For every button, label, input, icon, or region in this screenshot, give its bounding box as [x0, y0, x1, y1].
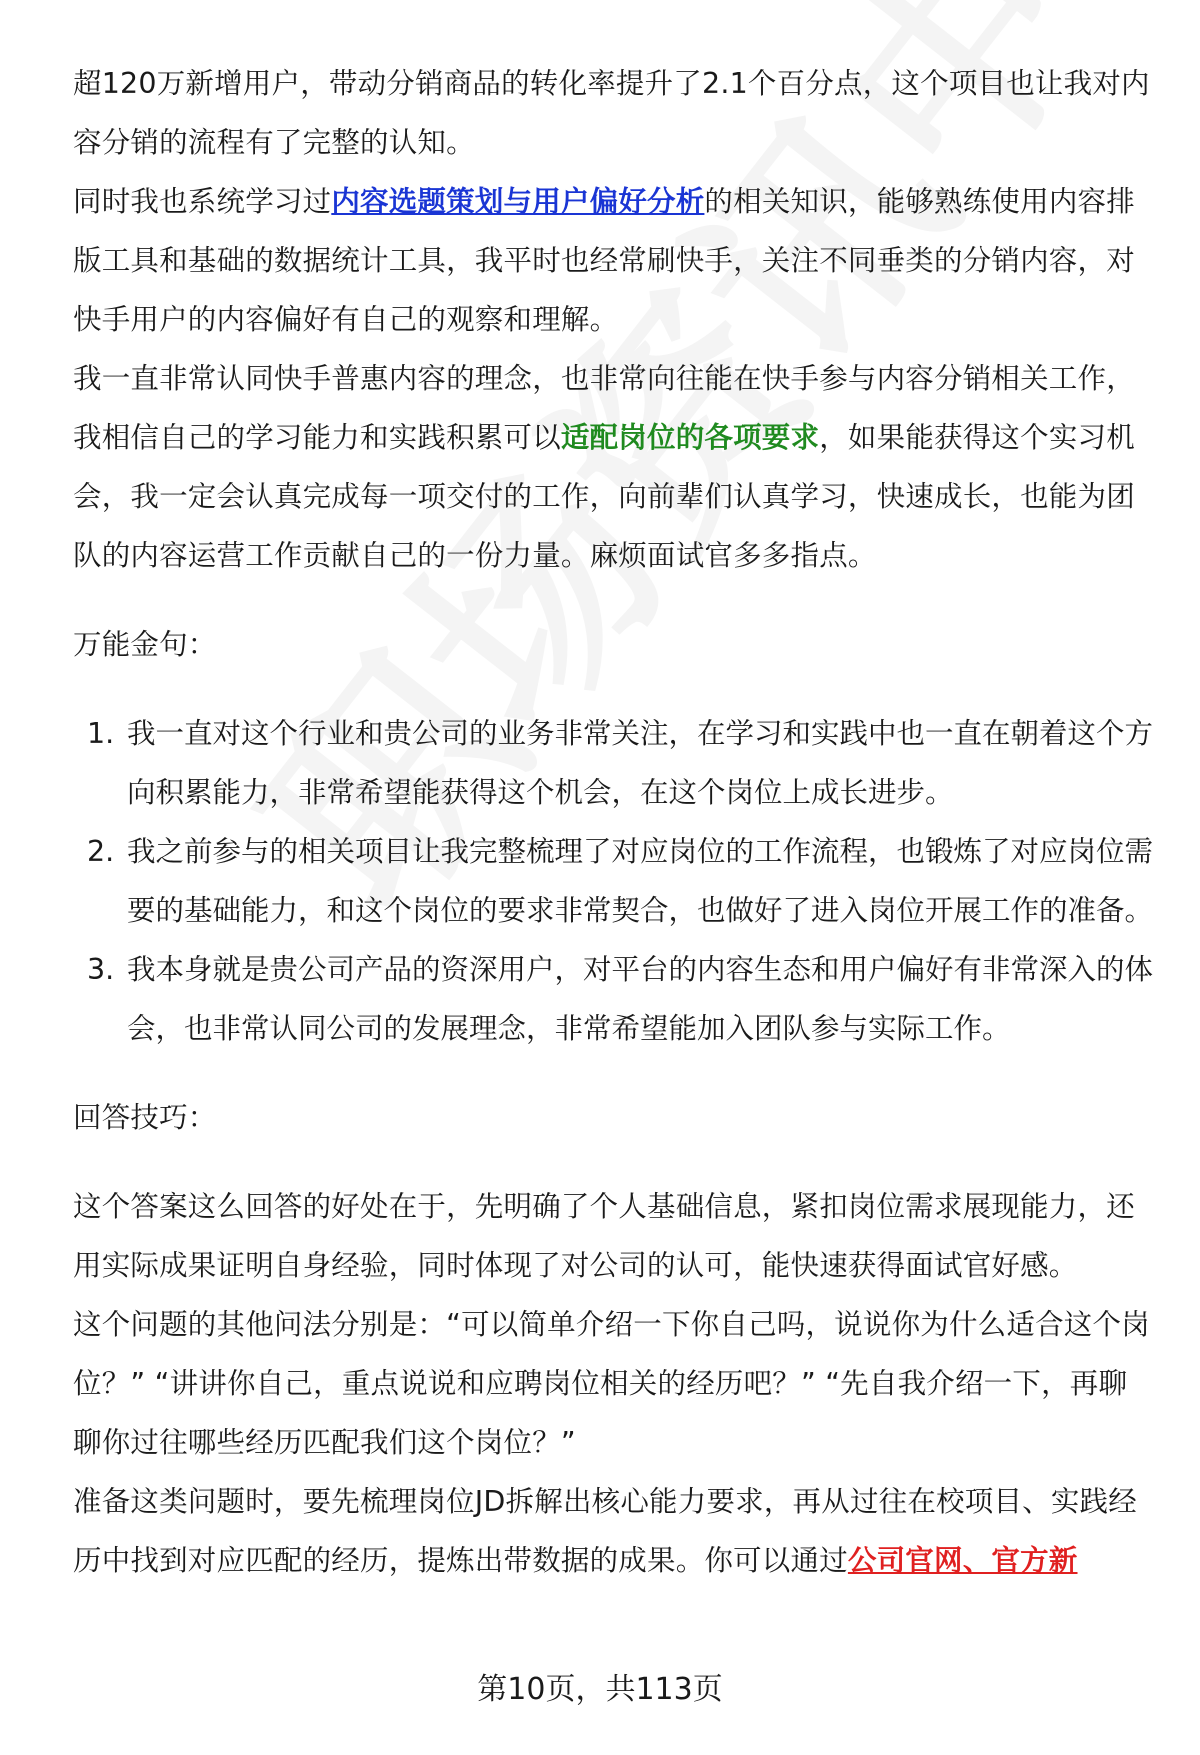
- intro-paragraph-1: 超120万新增用户，带动分销商品的转化率提升了2.1个百分点，这个项目也让我对内容分销的流程有了完整的认知。: [73, 67, 1150, 159]
- p3-text-before: 我一直非常认同快手普惠内容的理念，也非常向往能在快手参与内容分销相关工作，我相信自己的学习能力和实践积累可以: [73, 362, 1135, 454]
- golden-sentences-list: [73, 704, 1153, 1058]
- tips-paragraph-2: 这个问题的其他问法分别是：“可以简单介绍一下你自己吗，说说你为什么适合这个岗位？” “讲讲你自己，重点说说和应聘岗位相关的经历吧？” “先自我介绍一下，再聊聊你过往哪些经历匹配我们这个岗位？”: [73, 1308, 1150, 1459]
- list-number: 1.: [87, 717, 115, 750]
- list-item: [73, 704, 1153, 822]
- list-item: [73, 940, 1153, 1058]
- official-site-link[interactable]: 公司官网、官方新: [847, 1544, 1078, 1577]
- p3-text-after: ，如果能获得这个实习机会，我一定会认真完成每一项交付的工作，向前辈们认真学习，快速成长，也能为团队的内容运营工作贡献自己的一份力量。麻烦面试官多多指点。: [73, 421, 1135, 572]
- answer-tips-heading: 回答技巧：: [73, 1101, 217, 1134]
- list-number: 3.: [87, 953, 115, 986]
- intro-paragraph-2: [73, 172, 1153, 349]
- intro-paragraph-3: [73, 349, 1153, 585]
- p2-text-before: 同时我也系统学习过: [73, 185, 332, 218]
- list-text: 我本身就是贵公司产品的资深用户，对平台的内容生态和用户偏好有非常深入的体会，也非常认同公司的发展理念，非常希望能加入团队参与实际工作。: [127, 953, 1154, 1045]
- document-page: [73, 54, 1153, 1590]
- page-number-footer: 第10页，共113页: [477, 1672, 723, 1707]
- p2-text-after: 的相关知识，能够熟练使用内容排版工具和基础的数据统计工具，我平时也经常刷快手，关注不同垂类的分销内容，对快手用户的内容偏好有自己的观察和理解。: [73, 185, 1135, 336]
- list-item: [73, 822, 1153, 940]
- tips-paragraph-1: 这个答案这么回答的好处在于，先明确了个人基础信息，紧扣岗位需求展现能力，还用实际成果证明自身经验，同时体现了对公司的认可，能快速获得面试官好感。: [73, 1190, 1135, 1282]
- tips-p3-text: 准备这类问题时，要先梳理岗位JD拆解出核心能力要求，再从过往在校项目、实践经历中找到对应匹配的经历，提炼出带数据的成果。你可以通过: [73, 1485, 1137, 1577]
- golden-sentences-heading: 万能金句：: [73, 628, 217, 661]
- list-text: 我之前参与的相关项目让我完整梳理了对应岗位的工作流程，也锻炼了对应岗位需要的基础能力，和这个岗位的要求非常契合，也做好了进入岗位开展工作的准备。: [127, 835, 1154, 927]
- list-number: 2.: [87, 835, 115, 868]
- list-text: 我一直对这个行业和贵公司的业务非常关注，在学习和实践中也一直在朝着这个方向积累能力，非常希望能获得这个机会，在这个岗位上成长进步。: [127, 717, 1154, 809]
- content-planning-link[interactable]: 内容选题策划与用户偏好分析: [331, 185, 705, 218]
- job-requirements-highlight: 适配岗位的各项要求: [560, 421, 820, 454]
- tips-paragraph-3: [73, 1472, 1153, 1590]
